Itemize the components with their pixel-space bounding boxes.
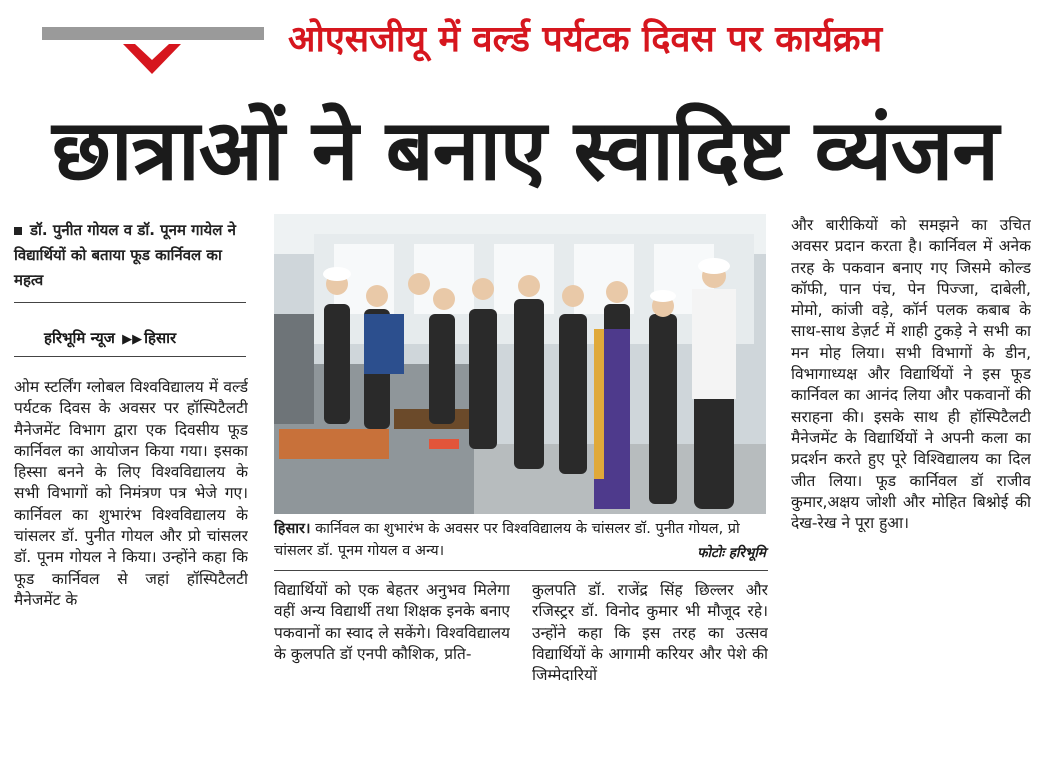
byline-place: हिसार (144, 329, 177, 347)
event-photo (274, 214, 766, 514)
chevron-down-icon (117, 36, 187, 80)
highlight-text: डॉ. पुनीत गोयल व डॉ. पूनम गायेल ने विद्यार्थियों को बताया फूड कार्निवल का महत्व (14, 221, 236, 289)
photo-illustration (274, 214, 766, 514)
byline-source: हरिभूमि न्यूज (44, 329, 115, 347)
main-headline: छात्राओं ने बनाए स्वादिष्ट व्यंजन (52, 101, 998, 199)
divider (14, 302, 246, 303)
photo-credit: फोटोः हरिभूमि (697, 545, 766, 561)
fast-forward-icon: ▶▶ (122, 332, 143, 347)
divider (14, 356, 246, 357)
divider (274, 570, 768, 571)
caption-text: कार्निवल का शुभारंभ के अवसर पर विश्वविद्यालय के चांसलर डॉ. पुनीत गोयल, प्रो चांसलर डॉ. पूनम गोयल व अन्य। (274, 521, 740, 559)
article-column-4: और बारीकियों को समझने का उचित अवसर प्रदान करता है। कार्निवल में अनेक तरह के पकवान बनाए गए जिसमे कोल्ड कॉफी, पान पंच, पेन पिज्जा, दाबेली, मोमो, कांजी वड़े, कॉर्न पलक कबाब के साथ-साथ डेज़र्ट में शाही टुकड़े ने सभी का मन मोह लिया। सभी विभागों के डीन, विभागाध्यक्ष और विद्यार्थियों ने इस फूड कार्निवल का आनंद लिया और पकवानों की सराहना की। इसके साथ ही हॉस्पिटैलटी मैनेजमेंट के विद्यार्थियों ने अपनी कला का प्रदर्शन करते हुए पूरे विश्विद्यालय का दिल जीत लिया। फूड कार्निवल डॉ राजीव कुमार,अक्षय जोशी और मोहित बिश्नोई की देख-रेख ने पूरा हुआ। (791, 216, 1031, 533)
bullet-icon (14, 227, 22, 235)
highlight-box (14, 218, 246, 300)
caption-place: हिसार। (274, 521, 311, 537)
article-column-3: कुलपति डॉ. राजेंद्र सिंह छिल्लर और रजिस्ट्रर डॉ. विनोद कुमार भी मौजूद रहे। उन्होंने कहा कि इस तरह का उत्सव विद्यार्थियों के आगामी करियर और पेशे की जिम्मेदारियों (532, 581, 768, 685)
kicker-headline: ओएसजीयू में वर्ल्ड पर्यटक दिवस पर कार्यक्रम (288, 19, 883, 60)
article-column-1: ओम स्टर्लिंग ग्लोबल विश्वविद्यालय में वर्ल्ड पर्यटक दिवस के अवसर पर हॉस्पिटैलटी मैनेजमेंट विभाग द्वारा एक दिवसीय फूड कार्निवल का आयोजन किया गया। इसका हिस्सा बनने के लिए विश्वविद्यालय के सभी विभागों को निमंत्रण पत्र भेजे गए। कार्निवल का शुभारंभ विश्वविद्यालय के चांसलर डॉ. पुनीत गोयल और प्रो चांसलर डॉ. पूनम गोयल ने किया। उन्होंने कहा कि फूड कार्निवल से जहां हॉस्पिटैलटी मैनेजमेंट के (14, 378, 248, 609)
article-column-2: विद्यार्थियों को एक बेहतर अनुभव मिलेगा वहीं अन्य विद्यार्थी तथा शिक्षक इनके बनाए पकवानों का स्वाद ले सकेंगे। विश्वविद्यालय के कुलपति डॉ एनपी कौशिक, प्रति- (274, 581, 510, 663)
byline (44, 326, 244, 350)
photo-caption (274, 518, 766, 564)
